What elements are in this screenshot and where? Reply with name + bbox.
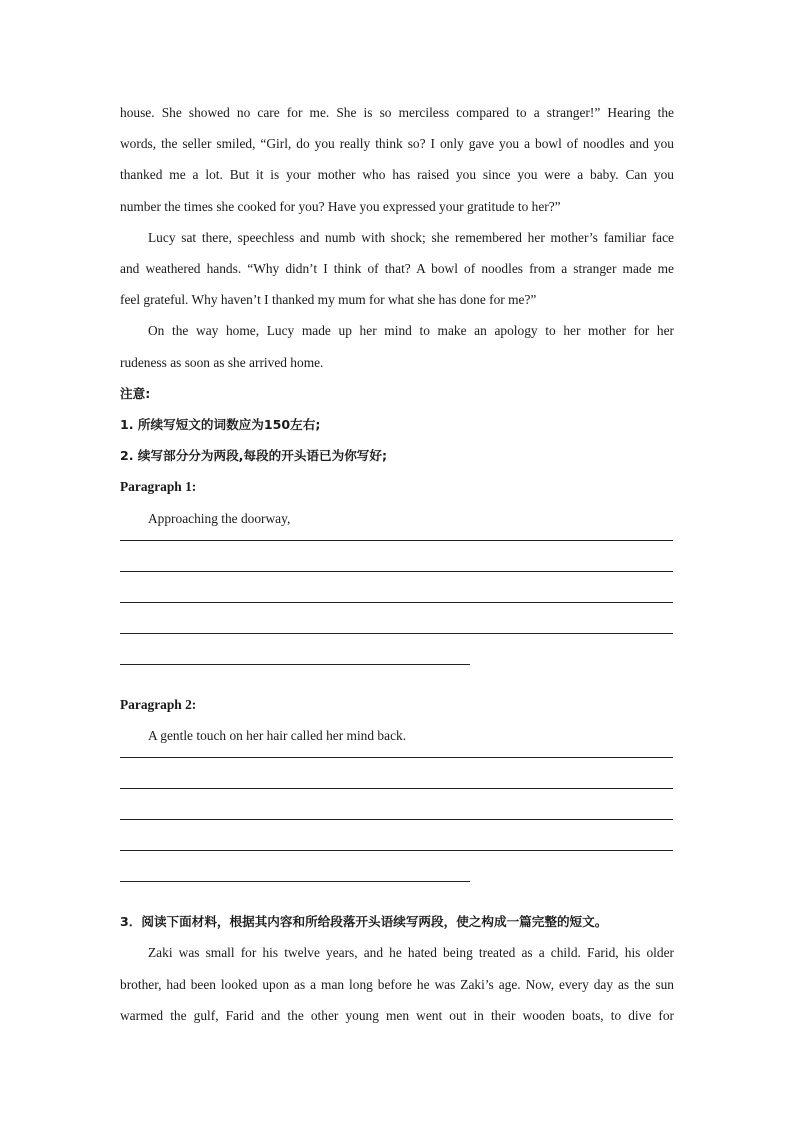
text-line: feel grateful. Why haven’t I thanked my mum for what she has done for me?” xyxy=(120,292,537,308)
question-3-section xyxy=(120,906,674,1031)
passage-paragraph-2 xyxy=(120,222,674,316)
text-line: brother, had been looked upon as a man long before he was Zaki’s age. Now, every day as the sun xyxy=(120,976,674,992)
text-line: Zaki was small for his twelve years, and he hated being treated as a child. Farid, his older xyxy=(148,945,674,961)
text-line: house. She showed no care for me. She is so merciless compared to a stranger!” Hearing the xyxy=(120,105,674,120)
paragraph-2-opening: A gentle touch on her hair called her mind back. xyxy=(148,728,407,744)
writing-line[interactable] xyxy=(120,664,470,665)
notes-item-2: 2. 续写部分分为两段,每段的开头语已为你写好; xyxy=(120,448,388,464)
paragraph-1-opening: Approaching the doorway, xyxy=(148,510,291,526)
writing-line[interactable] xyxy=(120,633,673,634)
paragraph-2-section xyxy=(120,689,674,906)
writing-line[interactable] xyxy=(120,881,470,882)
text-line: number the times she cooked for you? Have you expressed your gratitude to her?” xyxy=(120,198,561,214)
text-line: and weathered hands. “Why didn’t I think of that? A bowl of noodles from a stranger made me xyxy=(120,261,674,277)
passage-paragraph-1 xyxy=(120,97,674,222)
notes-item-1: 1. 所续写短文的词数应为150左右; xyxy=(120,417,321,433)
writing-line[interactable] xyxy=(120,788,673,789)
text-line: warmed the gulf, Farid and the other young men went out in their wooden boats, to dive for xyxy=(120,1007,674,1023)
writing-line[interactable] xyxy=(120,571,673,572)
notes-section xyxy=(120,378,674,472)
text-line: On the way home, Lucy made up her mind to make an apology to her mother for her xyxy=(148,323,674,339)
writing-line[interactable] xyxy=(120,850,673,851)
writing-line[interactable] xyxy=(120,540,673,541)
paragraph-1-label: Paragraph 1: xyxy=(120,479,197,495)
document-page xyxy=(120,97,674,1031)
text-line: thanked me a lot. But it is your mother who has raised you since you were a baby. Can you xyxy=(120,167,674,183)
writing-line[interactable] xyxy=(120,819,673,820)
paragraph-1-section xyxy=(120,471,674,688)
writing-line[interactable] xyxy=(120,757,673,758)
writing-line[interactable] xyxy=(120,602,673,603)
passage-paragraph-3 xyxy=(120,315,674,377)
text-line: words, the seller smiled, “Girl, do you really think so? I only gave you a bowl of noodles and you xyxy=(120,136,674,152)
paragraph-2-label: Paragraph 2: xyxy=(120,696,197,712)
question-3-heading: 3．阅读下面材料，根据其内容和所给段落开头语续写两段，使之构成一篇完整的短文。 xyxy=(120,914,608,930)
text-line: Lucy sat there, speechless and numb with shock; she remembered her mother’s familiar face xyxy=(148,229,674,245)
text-line: rudeness as soon as she arrived home. xyxy=(120,354,324,370)
writing-area-1[interactable] xyxy=(120,534,674,689)
notes-heading: 注意: xyxy=(120,385,151,401)
writing-area-2[interactable] xyxy=(120,751,674,906)
